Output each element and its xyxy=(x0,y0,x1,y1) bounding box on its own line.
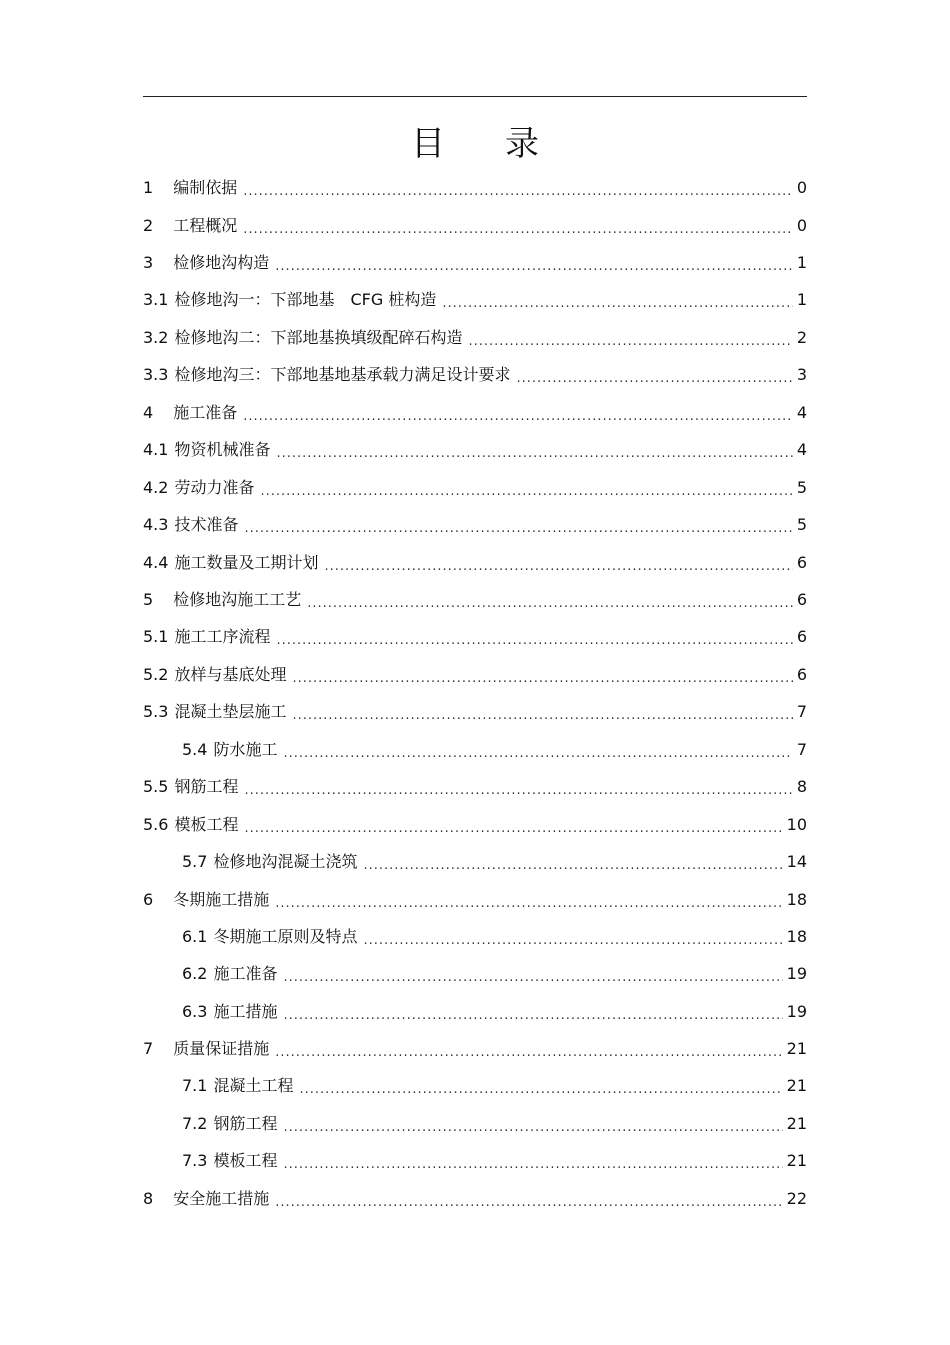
toc-entry-number: 2 xyxy=(143,216,154,235)
toc-dot-leader xyxy=(307,593,793,611)
toc-entry[interactable] xyxy=(182,737,807,761)
toc-entry-number: 5.1 xyxy=(143,627,169,646)
toc-entry-page: 6 xyxy=(796,665,807,684)
toc-entry-title: 检修地沟一：下部地基 CFG 桩构造 xyxy=(174,290,437,309)
toc-entry-page: 21 xyxy=(786,1076,807,1095)
toc-entry[interactable] xyxy=(182,1148,807,1172)
toc-entry-page: 18 xyxy=(786,890,807,909)
toc-entry-page: 4 xyxy=(796,403,807,422)
toc-dot-leader xyxy=(275,1042,782,1060)
toc-entry-title: 钢筋工程 xyxy=(213,1114,278,1133)
toc-entry-number: 4.4 xyxy=(143,553,169,572)
toc-entry[interactable] xyxy=(143,325,807,349)
toc-entry-number: 6.3 xyxy=(182,1002,208,1021)
toc-entry[interactable] xyxy=(143,550,807,574)
toc-entry-page: 6 xyxy=(796,590,807,609)
toc-entry[interactable] xyxy=(182,1073,807,1097)
toc-dot-leader xyxy=(283,1154,782,1172)
toc-entry-page: 19 xyxy=(786,1002,807,1021)
toc-entry[interactable] xyxy=(182,849,807,873)
toc-entry-number: 4 xyxy=(143,403,154,422)
toc-entry-page: 22 xyxy=(786,1189,807,1208)
toc-dot-leader xyxy=(283,1117,782,1135)
toc-entry-page: 1 xyxy=(796,253,807,272)
toc-entry-page: 21 xyxy=(786,1039,807,1058)
toc-entry[interactable] xyxy=(182,961,807,985)
toc-entry-number: 1 xyxy=(143,178,154,197)
toc-entry-title: 物资机械准备 xyxy=(174,440,271,459)
toc-entry-page: 5 xyxy=(796,515,807,534)
toc-entry-page: 0 xyxy=(796,216,807,235)
toc-entry[interactable] xyxy=(182,1111,807,1135)
toc-entry-number: 8 xyxy=(143,1189,154,1208)
toc-entry[interactable] xyxy=(182,924,807,948)
toc-entry-number: 6.2 xyxy=(182,964,208,983)
toc-entry-title: 质量保证措施 xyxy=(173,1039,270,1058)
toc-dot-leader xyxy=(283,743,792,761)
toc-entry-page: 1 xyxy=(796,290,807,309)
toc-entry-title: 检修地沟三：下部地基地基承载力满足设计要求 xyxy=(174,365,511,384)
toc-entry-number: 3 xyxy=(143,253,154,272)
toc-dot-leader xyxy=(292,705,792,723)
toc-entry-page: 6 xyxy=(796,553,807,572)
toc-entry[interactable] xyxy=(143,812,807,836)
toc-entry-number: 7.3 xyxy=(182,1151,208,1170)
toc-entry-number: 3.2 xyxy=(143,328,169,347)
toc-entry[interactable] xyxy=(143,400,807,424)
toc-dot-leader xyxy=(244,818,782,836)
toc-entry-number: 4.3 xyxy=(143,515,169,534)
toc-entry[interactable] xyxy=(143,437,807,461)
toc-entry-page: 10 xyxy=(786,815,807,834)
toc-entry[interactable] xyxy=(182,999,807,1023)
toc-entry-number: 7.1 xyxy=(182,1076,208,1095)
toc-entry-title: 混凝土工程 xyxy=(213,1076,294,1095)
toc-entry[interactable] xyxy=(143,512,807,536)
toc-entry-title: 检修地沟施工工艺 xyxy=(173,590,302,609)
toc-dot-leader xyxy=(468,331,792,349)
title-char-1: 目 xyxy=(411,124,445,164)
toc-entry-number: 5.6 xyxy=(143,815,169,834)
toc-dot-leader xyxy=(260,481,792,499)
toc-entry[interactable] xyxy=(143,587,807,611)
toc-dot-leader xyxy=(275,1192,782,1210)
toc-entry-page: 2 xyxy=(796,328,807,347)
toc-entry-number: 7 xyxy=(143,1039,154,1058)
toc-entry-title: 技术准备 xyxy=(174,515,239,534)
toc-entry-page: 0 xyxy=(796,178,807,197)
toc-entry-title: 施工准备 xyxy=(213,964,278,983)
toc-dot-leader xyxy=(275,256,793,274)
toc-entry-page: 18 xyxy=(786,927,807,946)
toc-entry-page: 19 xyxy=(786,964,807,983)
toc-entry[interactable] xyxy=(143,175,807,199)
toc-dot-leader xyxy=(324,556,792,574)
toc-entry-number: 7.2 xyxy=(182,1114,208,1133)
toc-entry-page: 14 xyxy=(786,852,807,871)
toc-entry-title: 施工措施 xyxy=(213,1002,278,1021)
toc-entry[interactable] xyxy=(143,887,807,911)
toc-entry[interactable] xyxy=(143,624,807,648)
toc-entry-title: 混凝土垫层施工 xyxy=(174,702,287,721)
toc-entry-title: 检修地沟二：下部地基换填级配碎石构造 xyxy=(174,328,463,347)
toc-entry-title: 劳动力准备 xyxy=(174,478,255,497)
toc-entry-title: 模板工程 xyxy=(174,815,239,834)
toc-dot-leader xyxy=(243,219,793,237)
toc-entry-number: 3.1 xyxy=(143,290,169,309)
toc-dot-leader xyxy=(516,368,792,386)
toc-entry-number: 5.2 xyxy=(143,665,169,684)
toc-entry-number: 3.3 xyxy=(143,365,169,384)
toc-entry-number: 5.5 xyxy=(143,777,169,796)
toc-entry[interactable] xyxy=(143,1186,807,1210)
toc-entry-page: 3 xyxy=(796,365,807,384)
toc-entry-title: 工程概况 xyxy=(173,216,238,235)
toc-entry-page: 7 xyxy=(796,702,807,721)
toc-dot-leader xyxy=(363,855,782,873)
toc-dot-leader xyxy=(299,1079,782,1097)
toc-entry[interactable] xyxy=(143,1036,807,1060)
toc-entry[interactable] xyxy=(143,699,807,723)
toc-dot-leader xyxy=(243,406,793,424)
toc-dot-leader xyxy=(243,181,793,199)
title-char-2: 录 xyxy=(505,124,539,164)
toc-entry[interactable] xyxy=(143,362,807,386)
toc-entry[interactable] xyxy=(143,662,807,686)
toc-entry-number: 5.4 xyxy=(182,740,208,759)
toc-entry-title: 钢筋工程 xyxy=(174,777,239,796)
toc-entry-number: 4.2 xyxy=(143,478,169,497)
toc-dot-leader xyxy=(292,668,792,686)
toc-dot-leader xyxy=(275,893,782,911)
toc-dot-leader xyxy=(276,630,792,648)
toc-entry[interactable] xyxy=(143,774,807,798)
toc-entry-page: 21 xyxy=(786,1114,807,1133)
toc-entry-page: 8 xyxy=(796,777,807,796)
toc-entry-title: 防水施工 xyxy=(213,740,278,759)
toc-entry-title: 检修地沟混凝土浇筑 xyxy=(213,852,358,871)
toc-entry-number: 5 xyxy=(143,590,154,609)
toc-entry[interactable] xyxy=(143,475,807,499)
page-title xyxy=(0,122,950,166)
toc-entry-page: 7 xyxy=(796,740,807,759)
toc-entry-page: 4 xyxy=(796,440,807,459)
toc-entry-page: 5 xyxy=(796,478,807,497)
toc-entry-title: 放样与基底处理 xyxy=(174,665,287,684)
toc-entry-title: 冬期施工措施 xyxy=(173,890,270,909)
toc-entry-title: 安全施工措施 xyxy=(173,1189,270,1208)
toc-dot-leader xyxy=(244,780,792,798)
toc-entry-title: 编制依据 xyxy=(173,178,238,197)
toc-dot-leader xyxy=(283,967,782,985)
toc-entry-number: 6 xyxy=(143,890,154,909)
toc-entry[interactable] xyxy=(143,213,807,237)
toc-entry-page: 21 xyxy=(786,1151,807,1170)
toc-entry-number: 5.3 xyxy=(143,702,169,721)
toc-entry-page: 6 xyxy=(796,627,807,646)
toc-dot-leader xyxy=(244,518,792,536)
toc-entry-title: 施工准备 xyxy=(173,403,238,422)
toc-dot-leader xyxy=(283,1005,782,1023)
toc-entry-title: 施工数量及工期计划 xyxy=(174,553,319,572)
toc-entry-title: 冬期施工原则及特点 xyxy=(213,927,358,946)
toc-entry-title: 施工工序流程 xyxy=(174,627,271,646)
toc-dot-leader xyxy=(276,443,792,461)
toc-entry-number: 5.7 xyxy=(182,852,208,871)
toc-dot-leader xyxy=(442,293,792,311)
toc-entry[interactable] xyxy=(143,287,807,311)
toc-entry-number: 4.1 xyxy=(143,440,169,459)
toc-dot-leader xyxy=(363,930,782,948)
toc-entry-title: 模板工程 xyxy=(213,1151,278,1170)
toc-entry[interactable] xyxy=(143,250,807,274)
header-rule xyxy=(143,96,807,97)
toc-entry-number: 6.1 xyxy=(182,927,208,946)
toc-entry-title: 检修地沟构造 xyxy=(173,253,270,272)
